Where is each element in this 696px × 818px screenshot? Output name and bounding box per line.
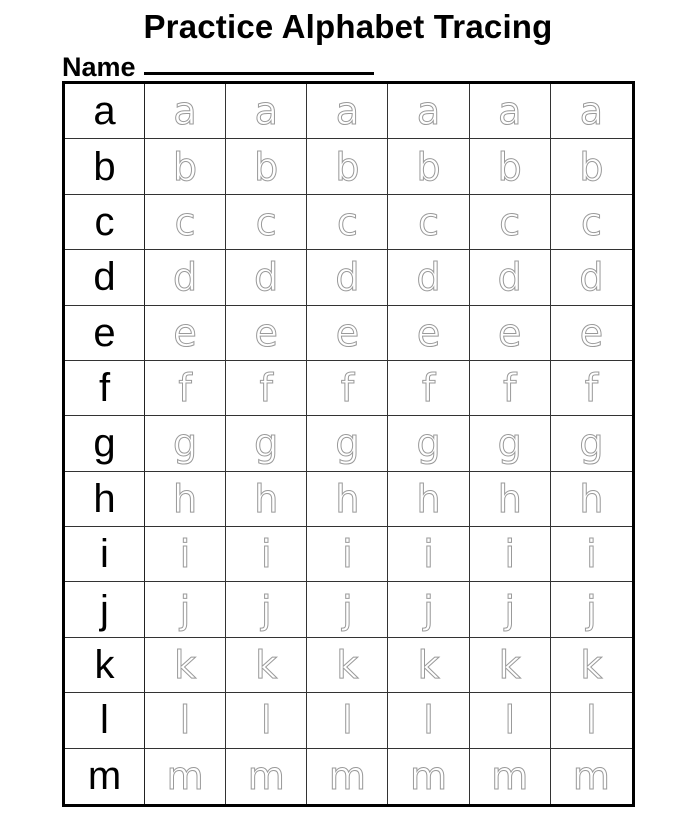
trace-cell (551, 84, 632, 139)
trace-letter: m (410, 754, 448, 799)
trace-cell (470, 749, 551, 804)
trace-letter: g (173, 421, 198, 466)
model-letter: l (100, 698, 109, 743)
trace-cell (388, 416, 469, 471)
model-letter-cell (65, 250, 145, 305)
trace-cell (226, 638, 307, 693)
trace-letter: g (254, 421, 279, 466)
trace-letter: d (254, 255, 279, 300)
trace-letter: j (504, 587, 516, 632)
trace-letter: a (498, 89, 522, 134)
trace-cell (470, 472, 551, 527)
trace-cell (145, 472, 226, 527)
trace-cell (388, 472, 469, 527)
trace-cell (388, 306, 469, 361)
trace-letter: m (247, 754, 285, 799)
trace-letter: c (255, 199, 277, 244)
trace-cell (307, 84, 388, 139)
model-letter: d (93, 255, 116, 300)
trace-letter: m (166, 754, 204, 799)
trace-letter: a (254, 89, 278, 134)
trace-letter: j (179, 587, 191, 632)
trace-cell (145, 195, 226, 250)
trace-cell (307, 527, 388, 582)
trace-letter: h (173, 476, 198, 521)
model-letter: c (94, 199, 115, 244)
trace-cell (145, 416, 226, 471)
trace-letter: h (416, 476, 441, 521)
trace-cell (307, 582, 388, 637)
trace-cell (226, 195, 307, 250)
trace-letter: d (173, 255, 198, 300)
trace-cell (145, 306, 226, 361)
trace-cell (145, 139, 226, 194)
trace-cell (145, 250, 226, 305)
trace-letter: j (342, 587, 353, 632)
trace-letter: b (254, 144, 279, 189)
model-letter: f (98, 366, 111, 411)
trace-letter: c (418, 199, 440, 244)
trace-letter: e (254, 310, 278, 355)
trace-cell (551, 472, 632, 527)
trace-letter: k (498, 643, 521, 688)
model-letter-cell (65, 139, 145, 194)
trace-cell (551, 250, 632, 305)
trace-cell (226, 527, 307, 582)
trace-letter: j (260, 587, 272, 632)
trace-cell (388, 195, 469, 250)
trace-letter: c (499, 199, 521, 244)
trace-letter: g (416, 421, 441, 466)
model-letter-cell (65, 582, 145, 637)
name-write-line (144, 72, 374, 75)
trace-letter: g (335, 421, 360, 466)
trace-letter: k (174, 643, 197, 688)
trace-cell (226, 306, 307, 361)
trace-cell (388, 749, 469, 804)
trace-cell (226, 84, 307, 139)
name-label: Name (62, 52, 136, 82)
trace-letter: d (335, 255, 360, 300)
trace-cell (226, 250, 307, 305)
trace-cell (470, 195, 551, 250)
trace-letter: l (423, 698, 434, 743)
trace-letter: i (423, 532, 434, 577)
trace-letter: i (260, 532, 272, 577)
trace-letter: m (572, 754, 610, 799)
trace-cell (551, 195, 632, 250)
model-letter: b (93, 144, 116, 189)
trace-letter: f (584, 366, 599, 411)
trace-letter: b (579, 144, 604, 189)
trace-letter: f (259, 366, 273, 411)
trace-letter: d (497, 255, 522, 300)
trace-cell (226, 693, 307, 748)
trace-letter: e (173, 310, 197, 355)
trace-letter: c (580, 199, 602, 244)
model-letter: h (93, 476, 116, 521)
trace-cell (470, 582, 551, 637)
trace-cell (388, 84, 469, 139)
trace-letter: i (504, 532, 516, 577)
trace-cell (145, 361, 226, 416)
model-letter-cell (65, 361, 145, 416)
trace-cell (145, 638, 226, 693)
tracing-grid (62, 81, 635, 807)
trace-letter: k (580, 643, 603, 688)
trace-cell (551, 527, 632, 582)
trace-letter: k (255, 643, 278, 688)
trace-letter: b (497, 144, 522, 189)
trace-cell (551, 693, 632, 748)
trace-cell (307, 139, 388, 194)
trace-cell (388, 693, 469, 748)
trace-letter: l (179, 698, 191, 743)
trace-letter: k (336, 643, 359, 688)
trace-letter: g (579, 421, 604, 466)
trace-cell (307, 472, 388, 527)
trace-letter: f (340, 366, 355, 411)
model-letter: j (100, 587, 109, 632)
trace-letter: j (586, 587, 597, 632)
trace-letter: f (421, 366, 436, 411)
model-letter-cell (65, 306, 145, 361)
trace-letter: k (417, 643, 440, 688)
trace-cell (388, 139, 469, 194)
model-letter-cell (65, 749, 145, 804)
trace-letter: h (579, 476, 604, 521)
trace-cell (470, 693, 551, 748)
trace-cell (551, 139, 632, 194)
trace-letter: b (335, 144, 360, 189)
trace-cell (551, 582, 632, 637)
model-letter: i (100, 532, 109, 577)
trace-letter: g (497, 421, 522, 466)
trace-letter: a (173, 89, 197, 134)
trace-cell (551, 306, 632, 361)
trace-cell (307, 250, 388, 305)
trace-cell (307, 416, 388, 471)
trace-letter: e (416, 310, 441, 355)
trace-cell (307, 638, 388, 693)
trace-cell (470, 139, 551, 194)
trace-cell (307, 361, 388, 416)
trace-cell (388, 361, 469, 416)
model-letter: a (93, 89, 116, 134)
trace-cell (226, 749, 307, 804)
trace-letter: l (260, 698, 272, 743)
trace-letter: i (342, 532, 353, 577)
trace-cell (551, 416, 632, 471)
trace-letter: f (503, 366, 517, 411)
model-letter-cell (65, 472, 145, 527)
trace-cell (470, 527, 551, 582)
trace-cell (307, 693, 388, 748)
trace-letter: d (416, 255, 441, 300)
trace-cell (226, 416, 307, 471)
trace-cell (470, 84, 551, 139)
model-letter: k (94, 643, 115, 688)
model-letter-cell (65, 693, 145, 748)
trace-cell (470, 306, 551, 361)
trace-letter: e (335, 310, 360, 355)
trace-cell (470, 416, 551, 471)
trace-letter: c (174, 199, 196, 244)
trace-cell (307, 306, 388, 361)
trace-cell (388, 582, 469, 637)
trace-letter: d (579, 255, 604, 300)
trace-letter: h (254, 476, 279, 521)
trace-letter: a (579, 89, 604, 134)
trace-cell (470, 638, 551, 693)
trace-letter: m (328, 754, 366, 799)
model-letter: e (93, 310, 116, 355)
model-letter-cell (65, 195, 145, 250)
trace-letter: m (491, 754, 529, 799)
trace-cell (226, 139, 307, 194)
trace-cell (388, 527, 469, 582)
model-letter-cell (65, 416, 145, 471)
trace-cell (388, 638, 469, 693)
trace-cell (551, 361, 632, 416)
trace-letter: j (423, 587, 434, 632)
trace-cell (551, 749, 632, 804)
trace-cell (145, 693, 226, 748)
model-letter-cell (65, 527, 145, 582)
model-letter: g (93, 421, 116, 466)
trace-cell (470, 361, 551, 416)
trace-letter: c (336, 199, 358, 244)
trace-letter: l (504, 698, 516, 743)
trace-letter: l (342, 698, 353, 743)
trace-cell (307, 195, 388, 250)
trace-letter: i (586, 532, 597, 577)
trace-letter: a (335, 89, 360, 134)
trace-cell (145, 749, 226, 804)
name-row (62, 50, 374, 82)
trace-letter: l (586, 698, 597, 743)
trace-letter: b (416, 144, 441, 189)
trace-letter: h (497, 476, 522, 521)
page-title: Practice Alphabet Tracing (143, 8, 553, 45)
trace-cell (226, 361, 307, 416)
model-letter-cell (65, 638, 145, 693)
model-letter-cell (65, 84, 145, 139)
trace-cell (307, 749, 388, 804)
trace-letter: a (416, 89, 441, 134)
trace-cell (145, 582, 226, 637)
trace-letter: b (173, 144, 198, 189)
trace-letter: i (179, 532, 191, 577)
trace-cell (145, 527, 226, 582)
trace-letter: e (498, 310, 522, 355)
trace-cell (551, 638, 632, 693)
trace-cell (470, 250, 551, 305)
trace-letter: f (178, 366, 192, 411)
trace-cell (388, 250, 469, 305)
trace-letter: e (579, 310, 604, 355)
model-letter: m (87, 754, 122, 799)
trace-letter: h (335, 476, 360, 521)
trace-cell (145, 84, 226, 139)
trace-cell (226, 582, 307, 637)
trace-cell (226, 472, 307, 527)
